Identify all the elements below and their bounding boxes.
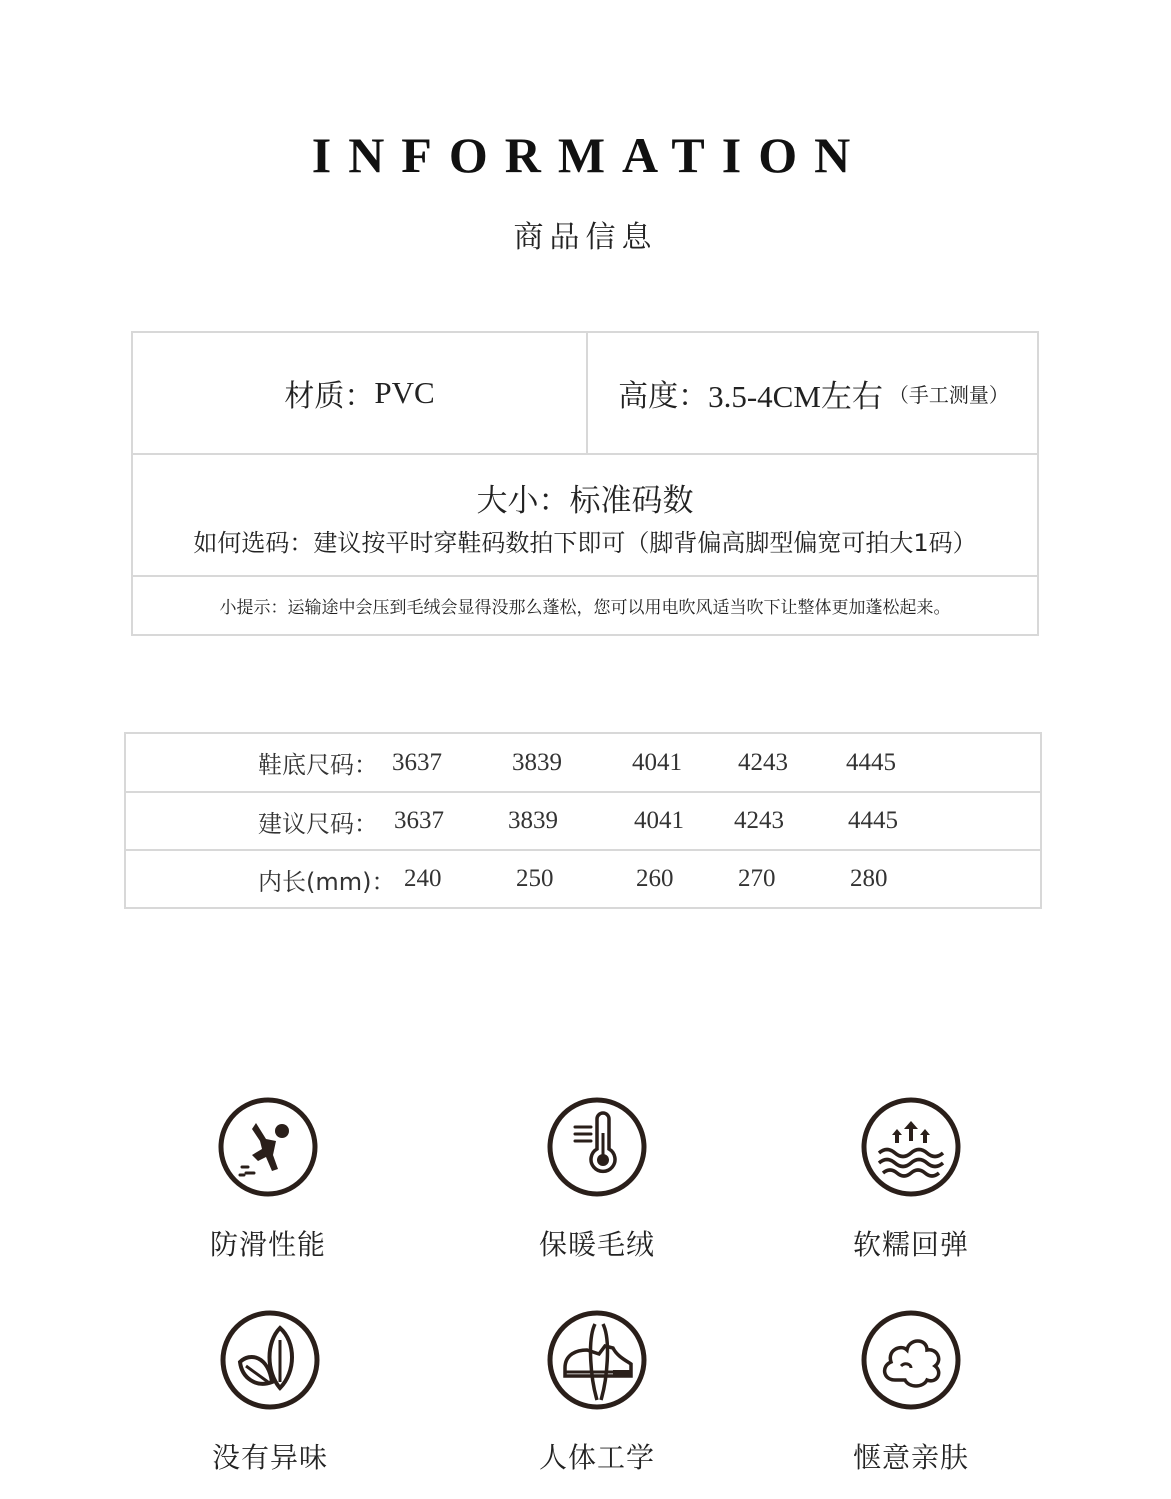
slip-person-icon (218, 1097, 318, 1197)
height-note: （手工测量） (888, 382, 1009, 407)
cloud-icon (861, 1310, 961, 1410)
feature-no-odor (170, 1310, 370, 1476)
material-label: 材质： (284, 379, 375, 414)
size-cell: 4243 (734, 807, 784, 834)
product-info-table (131, 331, 1039, 636)
feature-label: 保暖毛绒 (538, 1228, 655, 1261)
size-cell: 4041 (634, 807, 684, 834)
size-cell: 3839 (508, 807, 558, 834)
size-cell: 4445 (846, 748, 896, 776)
info-row-size (133, 455, 1037, 577)
leaves-icon (220, 1310, 320, 1410)
size-row-inner-length (126, 851, 1040, 907)
size-cell: 270 (738, 865, 776, 892)
size-cell: 3637 (394, 807, 444, 834)
size-advice: 如何选码：建议按平时穿鞋码数拍下即可（脚背偏高脚型偏宽可拍大1码） (193, 529, 977, 557)
size-row-recommended (126, 793, 1040, 851)
height-value: 3.5-4CM左右 (708, 378, 883, 414)
size-table (124, 732, 1042, 909)
height-label: 高度： (618, 379, 709, 414)
size-row-label: 鞋底尺码： (258, 751, 378, 779)
height-cell (588, 333, 1039, 453)
size-cell: 4041 (632, 748, 682, 776)
rebound-arrows-icon (861, 1097, 961, 1197)
page-title: INFORMATION (311, 127, 868, 183)
page-subtitle: 商品信息 (513, 220, 658, 255)
feature-label: 防滑性能 (209, 1228, 326, 1261)
size-cell: 3637 (392, 748, 442, 776)
feature-warm-plush (497, 1097, 697, 1263)
feature-label: 人体工学 (538, 1441, 655, 1474)
size-title: 大小：标准码数 (476, 483, 694, 519)
size-cell: 4243 (738, 748, 788, 776)
feature-ergonomic (497, 1310, 697, 1476)
feature-skin-friendly (811, 1310, 1011, 1476)
material-cell (133, 333, 588, 453)
material-value: PVC (374, 375, 435, 410)
size-cell: 250 (516, 865, 554, 892)
feature-label: 惬意亲肤 (852, 1441, 969, 1474)
size-cell: 4445 (848, 807, 898, 834)
size-cell: 280 (850, 865, 888, 892)
tip-text: 小提示：运输途中会压到毛绒会显得没那么蓬松，您可以用电吹风适当吹下让整体更加蓬松起来。 (219, 598, 951, 618)
feature-label: 没有异味 (211, 1441, 328, 1474)
size-cell: 3839 (512, 748, 562, 776)
feature-soft-rebound (811, 1097, 1011, 1263)
size-row-label: 内长(mm)： (258, 867, 396, 896)
feature-anti-slip (168, 1097, 368, 1263)
size-cell: 260 (636, 865, 674, 892)
info-row-material-height (133, 333, 1037, 455)
info-row-tip (133, 577, 1037, 634)
size-row-sole (126, 734, 1040, 793)
size-row-label: 建议尺码： (258, 809, 378, 838)
size-cell: 240 (404, 865, 442, 892)
thermometer-icon (547, 1097, 647, 1197)
ergonomic-shoe-icon (547, 1310, 647, 1410)
feature-label: 软糯回弹 (852, 1228, 969, 1261)
